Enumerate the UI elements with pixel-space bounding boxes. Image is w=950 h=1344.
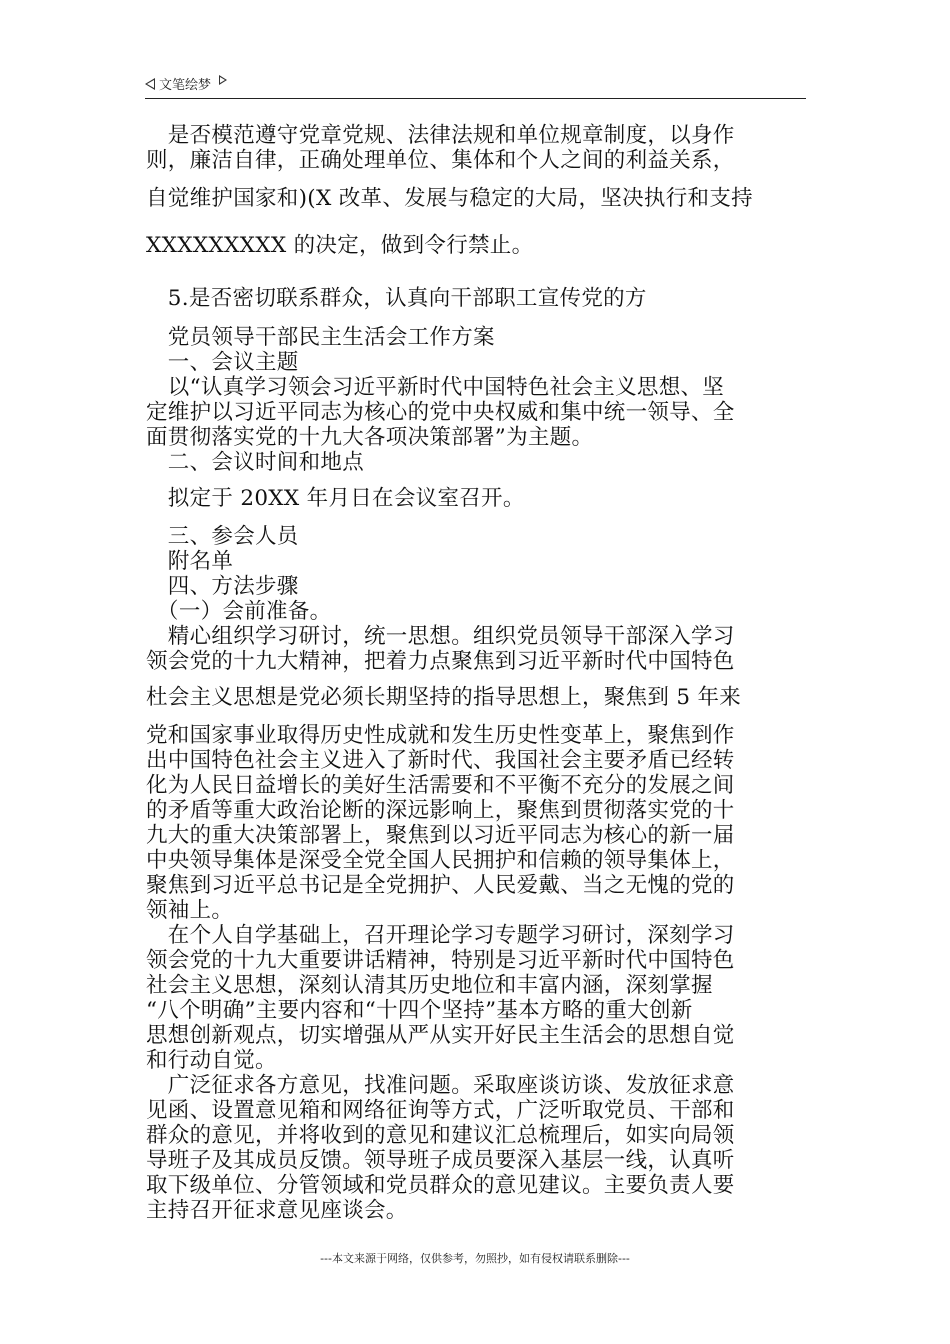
text-line: 见函、设置意见箱和网络征询等方式，广泛听取党员、干部和 [146, 1098, 735, 1123]
text-line: 定维护以习近平同志为核心的党中央权威和集中统一领导、全 [146, 400, 735, 425]
text-line: 是否模范遵守党章党规、法律法规和单位规章制度，以身作 [146, 123, 735, 148]
text-line: 聚焦到习近平总书记是全党拥护、人民爱戴、当之无愧的党的 [146, 873, 735, 898]
text-line: 党和国家事业取得历史性成就和发生历史性变革上，聚焦到作 [146, 723, 735, 748]
text-line: 四、方法步骤 [146, 574, 299, 599]
text-line: XXXXXXXXX 的决定，做到令行禁止。 [146, 233, 534, 258]
text-line: 则，廉洁自律，正确处理单位、集体和个人之间的利益关系， [146, 148, 735, 173]
triangle-right-icon [219, 75, 227, 85]
text-line: 一、会议主题 [146, 350, 299, 375]
triangle-left-icon [145, 78, 155, 90]
text-line: 领会党的十九大精神，把着力点聚焦到习近平新时代中国特色 [146, 649, 735, 674]
text-line: 中央领导集体是深受全党全国人民拥护和信赖的领导集体上， [146, 848, 735, 873]
text-line: （一）会前准备。 [146, 599, 332, 624]
text-line: 以“认真学习领会习近平新时代中国特色社会主义思想、坚 [146, 375, 725, 400]
text-line: 拟定于 20XX 年月日在会议室召开。 [146, 486, 525, 511]
text-line: 杜会主义思想是党必须长期坚持的指导思想上，聚焦到 5 年来 [146, 685, 742, 710]
text-line: 领袖上。 [146, 898, 234, 923]
text-line: 自觉维护国家和)(X 改革、发展与稳定的大局，坚决执行和支持 [146, 186, 753, 211]
page-header [145, 72, 806, 99]
text-line: 领会党的十九大重要讲话精神，特别是习近平新时代中国特色 [146, 948, 735, 973]
text-line: 群众的意见，并将收到的意见和建议汇总梳理后，如实向局领 [146, 1123, 735, 1148]
text-line: 广泛征求各方意见，找准问题。采取座谈访谈、发放征求意 [146, 1073, 735, 1098]
header-brand [145, 74, 227, 93]
text-line: 精心组织学习研讨，统一思想。组织党员领导干部深入学习 [146, 624, 735, 649]
text-line: “八个明确”主要内容和“十四个坚持”基本方略的重大创新 [146, 998, 693, 1023]
text-line: 附名单 [146, 549, 234, 574]
page-footer: ---本文来源于网络，仅供参考，勿照抄，如有侵权请联系删除--- [320, 1252, 630, 1265]
text-line: 九大的重大决策部署上，聚焦到以习近平同志为核心的新一届 [146, 823, 735, 848]
text-line: 取下级单位、分管领域和党员群众的意见建议。主要负责人要 [146, 1173, 735, 1198]
text-line: 在个人自学基础上，召开理论学习专题学习研讨，深刻学习 [146, 923, 735, 948]
text-line: 出中国特色社会主义进入了新时代、我国社会主要矛盾已经转 [146, 748, 735, 773]
text-line: 面贯彻落实党的十九大各项决策部署”为主题。 [146, 425, 594, 450]
text-line: 党员领导干部民主生活会工作方案 [146, 325, 495, 350]
text-line: 5.是否密切联系群众，认真向干部职工宣传党的方 [146, 286, 647, 311]
text-line: 主持召开征求意见座谈会。 [146, 1198, 408, 1223]
text-line: 化为人民日益增长的美好生活需要和不平衡不充分的发展之间 [146, 773, 735, 798]
text-line: 三、参会人员 [146, 524, 299, 549]
text-line: 社会主义思想，深刻认清其历史地位和丰富内涵，深刻掌握 [146, 973, 713, 998]
text-line: 的矛盾等重大政治论断的深远影响上，聚焦到贯彻落实党的十 [146, 798, 735, 823]
text-line: 导班子及其成员反馈。领导班子成员要深入基层一线，认真听 [146, 1148, 735, 1173]
brand-text: 文笔绘梦 [159, 78, 212, 93]
text-line: 二、会议时间和地点 [146, 450, 365, 475]
text-line: 思想创新观点，切实增强从严从实开好民主生活会的思想自觉 [146, 1023, 735, 1048]
text-line: 和行动自觉。 [146, 1048, 277, 1073]
